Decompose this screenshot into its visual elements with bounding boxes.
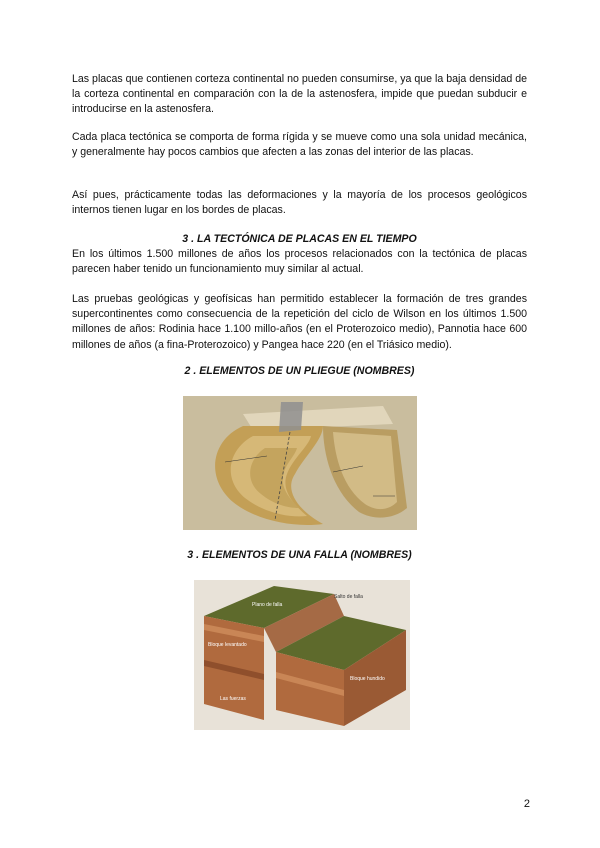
fault-diagram [194, 580, 410, 730]
paragraph-plate-boundaries: Así pues, prácticamente todas las deformaciones y la mayoría de los procesos geológicos internos tienen lugar en los bordes de placas. [72, 189, 527, 217]
heading-fault-elements: 3 . ELEMENTOS DE UNA FALLA (NOMBRES) [187, 549, 412, 561]
paragraph-rigid-plates: Cada placa tectónica se comporta de forma rígida y se mueve como una sola unidad mecánica, y generalmente hay pocos cambios que afecten a las zonas del interior de las placas. [72, 131, 527, 159]
paragraph-supercontinents: Las pruebas geológicas y geofísicas han permitido establecer la formación de tres grandes supercontinentes como consecuencia de la repetición del ciclo de Wilson en los últimos 1.500 millones de años: Rodinia hace 1.100 millo-años (en el Proterozoico medio), Pannotia hace 600 millones de años (a fina-Proterozoico) y Pangea hace 220 (en el Triásico medio). [72, 293, 527, 351]
fault-label: Bloque levantado [208, 642, 247, 648]
fault-label: Las fuerzas [220, 696, 246, 702]
fault-label: Salto de falla [334, 594, 363, 600]
page-number: 2 [523, 798, 530, 810]
paragraph-continental-crust: Las placas que contienen corteza continental no pueden consumirse, ya que la baja densidad de la corteza continental en comparación con la de la astenosfera, impide que puedan subducir e introducirse en la astenosfera. [72, 73, 527, 116]
axial-plane [279, 402, 303, 432]
fault-label: Plano de falla [252, 602, 283, 608]
heading-plate-tectonics-time: 3 . LA TECTÓNICA DE PLACAS EN EL TIEMPO [182, 233, 417, 245]
paragraph-tectonics-history: En los últimos 1.500 millones de años los procesos relacionados con la tectónica de placas parecen haber tenido un funcionamiento muy similar al actual. [72, 248, 527, 276]
fault-label: Bloque hundido [350, 676, 385, 682]
fold-diagram [183, 396, 417, 530]
heading-fold-elements: 2 . ELEMENTOS DE UN PLIEGUE (NOMBRES) [184, 365, 415, 377]
